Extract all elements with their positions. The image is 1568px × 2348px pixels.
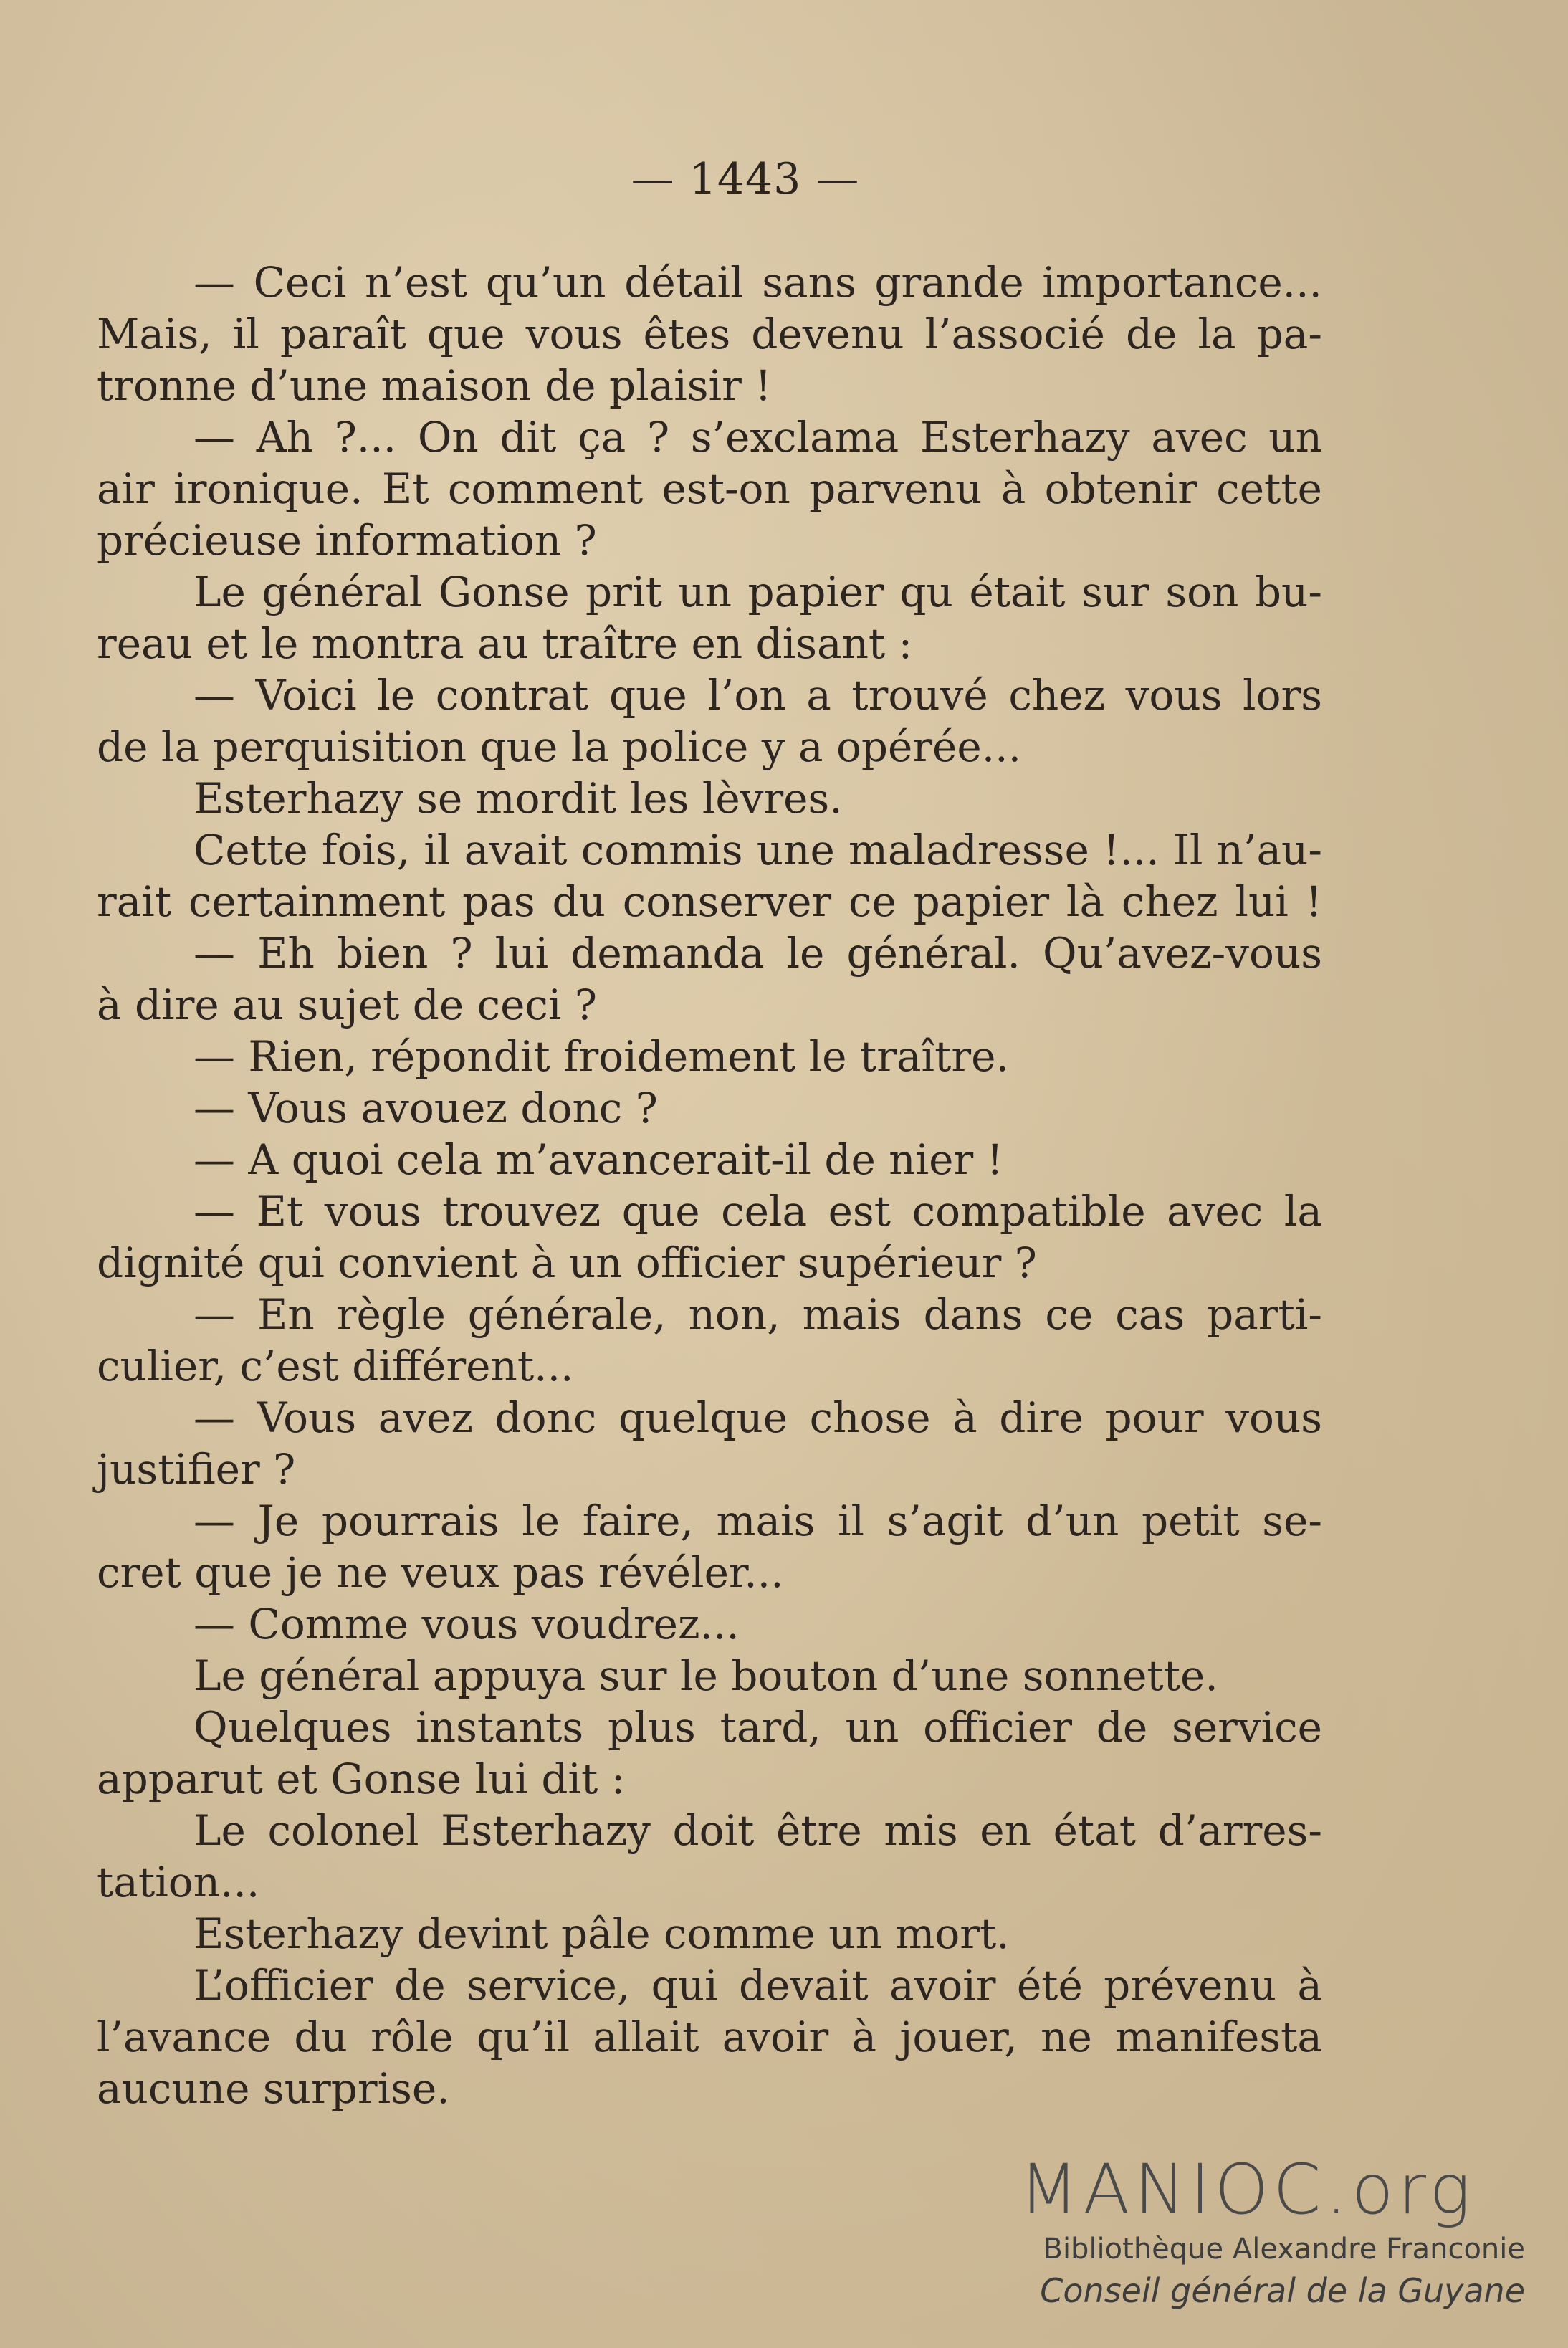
text-line: apparut et Gonse lui dit : bbox=[97, 1755, 626, 1803]
text-line: Cette fois, il avait commis une maladresse !... Il n’au- bbox=[193, 826, 1322, 874]
text-line: à dire au sujet de ceci ? bbox=[97, 980, 597, 1029]
text-line: — Comme vous voudrez... bbox=[193, 1600, 740, 1648]
text-line: culier, c’est différent... bbox=[97, 1342, 574, 1390]
body-text bbox=[97, 257, 1322, 2114]
text-line: — Rien, répondit froidement le traître. bbox=[193, 1032, 1009, 1081]
text-line: — En règle générale, non, mais dans ce cas parti- bbox=[193, 1290, 1322, 1339]
text-line: — Eh bien ? lui demanda le général. Qu’avez-vous bbox=[193, 929, 1322, 978]
council-name: Conseil général de la Guyane bbox=[1040, 2271, 1525, 2310]
library-name: Bibliothèque Alexandre Franconie bbox=[1043, 2233, 1525, 2266]
text-line: cret que je ne veux pas révéler... bbox=[97, 1548, 784, 1597]
text-line: précieuse information ? bbox=[97, 516, 597, 565]
text-line: — Vous avouez donc ? bbox=[193, 1084, 658, 1132]
text-line: — Je pourrais le faire, mais il s’agit d’un petit se- bbox=[193, 1497, 1322, 1545]
text-line: dignité qui convient à un officier supérieur ? bbox=[97, 1239, 1037, 1287]
text-line: tation... bbox=[97, 1858, 260, 1906]
text-line: de la perquisition que la police y a opérée... bbox=[97, 722, 1022, 771]
text-line: aucune surprise. bbox=[97, 2064, 450, 2113]
text-line: — Vous avez donc quelque chose à dire pour vous bbox=[193, 1393, 1322, 1442]
text-line: justifier ? bbox=[97, 1445, 296, 1494]
text-line: — Ah ?... On dit ça ? s’exclama Esterhazy avec un bbox=[193, 413, 1322, 462]
text-line: — Et vous trouvez que cela est compatible avec la bbox=[193, 1187, 1322, 1236]
text-line: — A quoi cela m’avancerait-il de nier ! bbox=[193, 1135, 1003, 1184]
manioc-watermark bbox=[1009, 2150, 1525, 2312]
text-line: Mais, il paraît que vous êtes devenu l’associé de la pa- bbox=[97, 310, 1322, 358]
text-line: Le général appuya sur le bouton d’une sonnette. bbox=[193, 1651, 1218, 1700]
page-number: — 1443 — bbox=[631, 154, 860, 204]
text-line: Esterhazy se mordit les lèvres. bbox=[193, 774, 843, 823]
text-line: Le colonel Esterhazy doit être mis en état d’arres- bbox=[193, 1806, 1322, 1855]
text-line: rait certainment pas du conserver ce papier là chez lui ! bbox=[97, 877, 1322, 926]
text-line: Quelques instants plus tard, un officier de service bbox=[193, 1703, 1322, 1752]
text-line: — Voici le contrat que l’on a trouvé chez vous lors bbox=[193, 671, 1322, 720]
text-line: Le général Gonse prit un papier qu était sur son bu- bbox=[193, 568, 1322, 616]
text-line: tronne d’une maison de plaisir ! bbox=[97, 361, 772, 410]
text-line: — Ceci n’est qu’un détail sans grande importance... bbox=[193, 258, 1322, 307]
text-line: Esterhazy devint pâle comme un mort. bbox=[193, 1909, 1010, 1958]
text-line: l’avance du rôle qu’il allait avoir à jouer, ne manifesta bbox=[97, 2013, 1322, 2061]
text-line: reau et le montra au traître en disant : bbox=[97, 619, 913, 668]
manioc-logo: MANIOC.org bbox=[1019, 2149, 1475, 2230]
text-line: L’officier de service, qui devait avoir été prévenu à bbox=[193, 1961, 1322, 2010]
text-line: air ironique. Et comment est-on parvenu à obtenir cette bbox=[97, 464, 1322, 513]
